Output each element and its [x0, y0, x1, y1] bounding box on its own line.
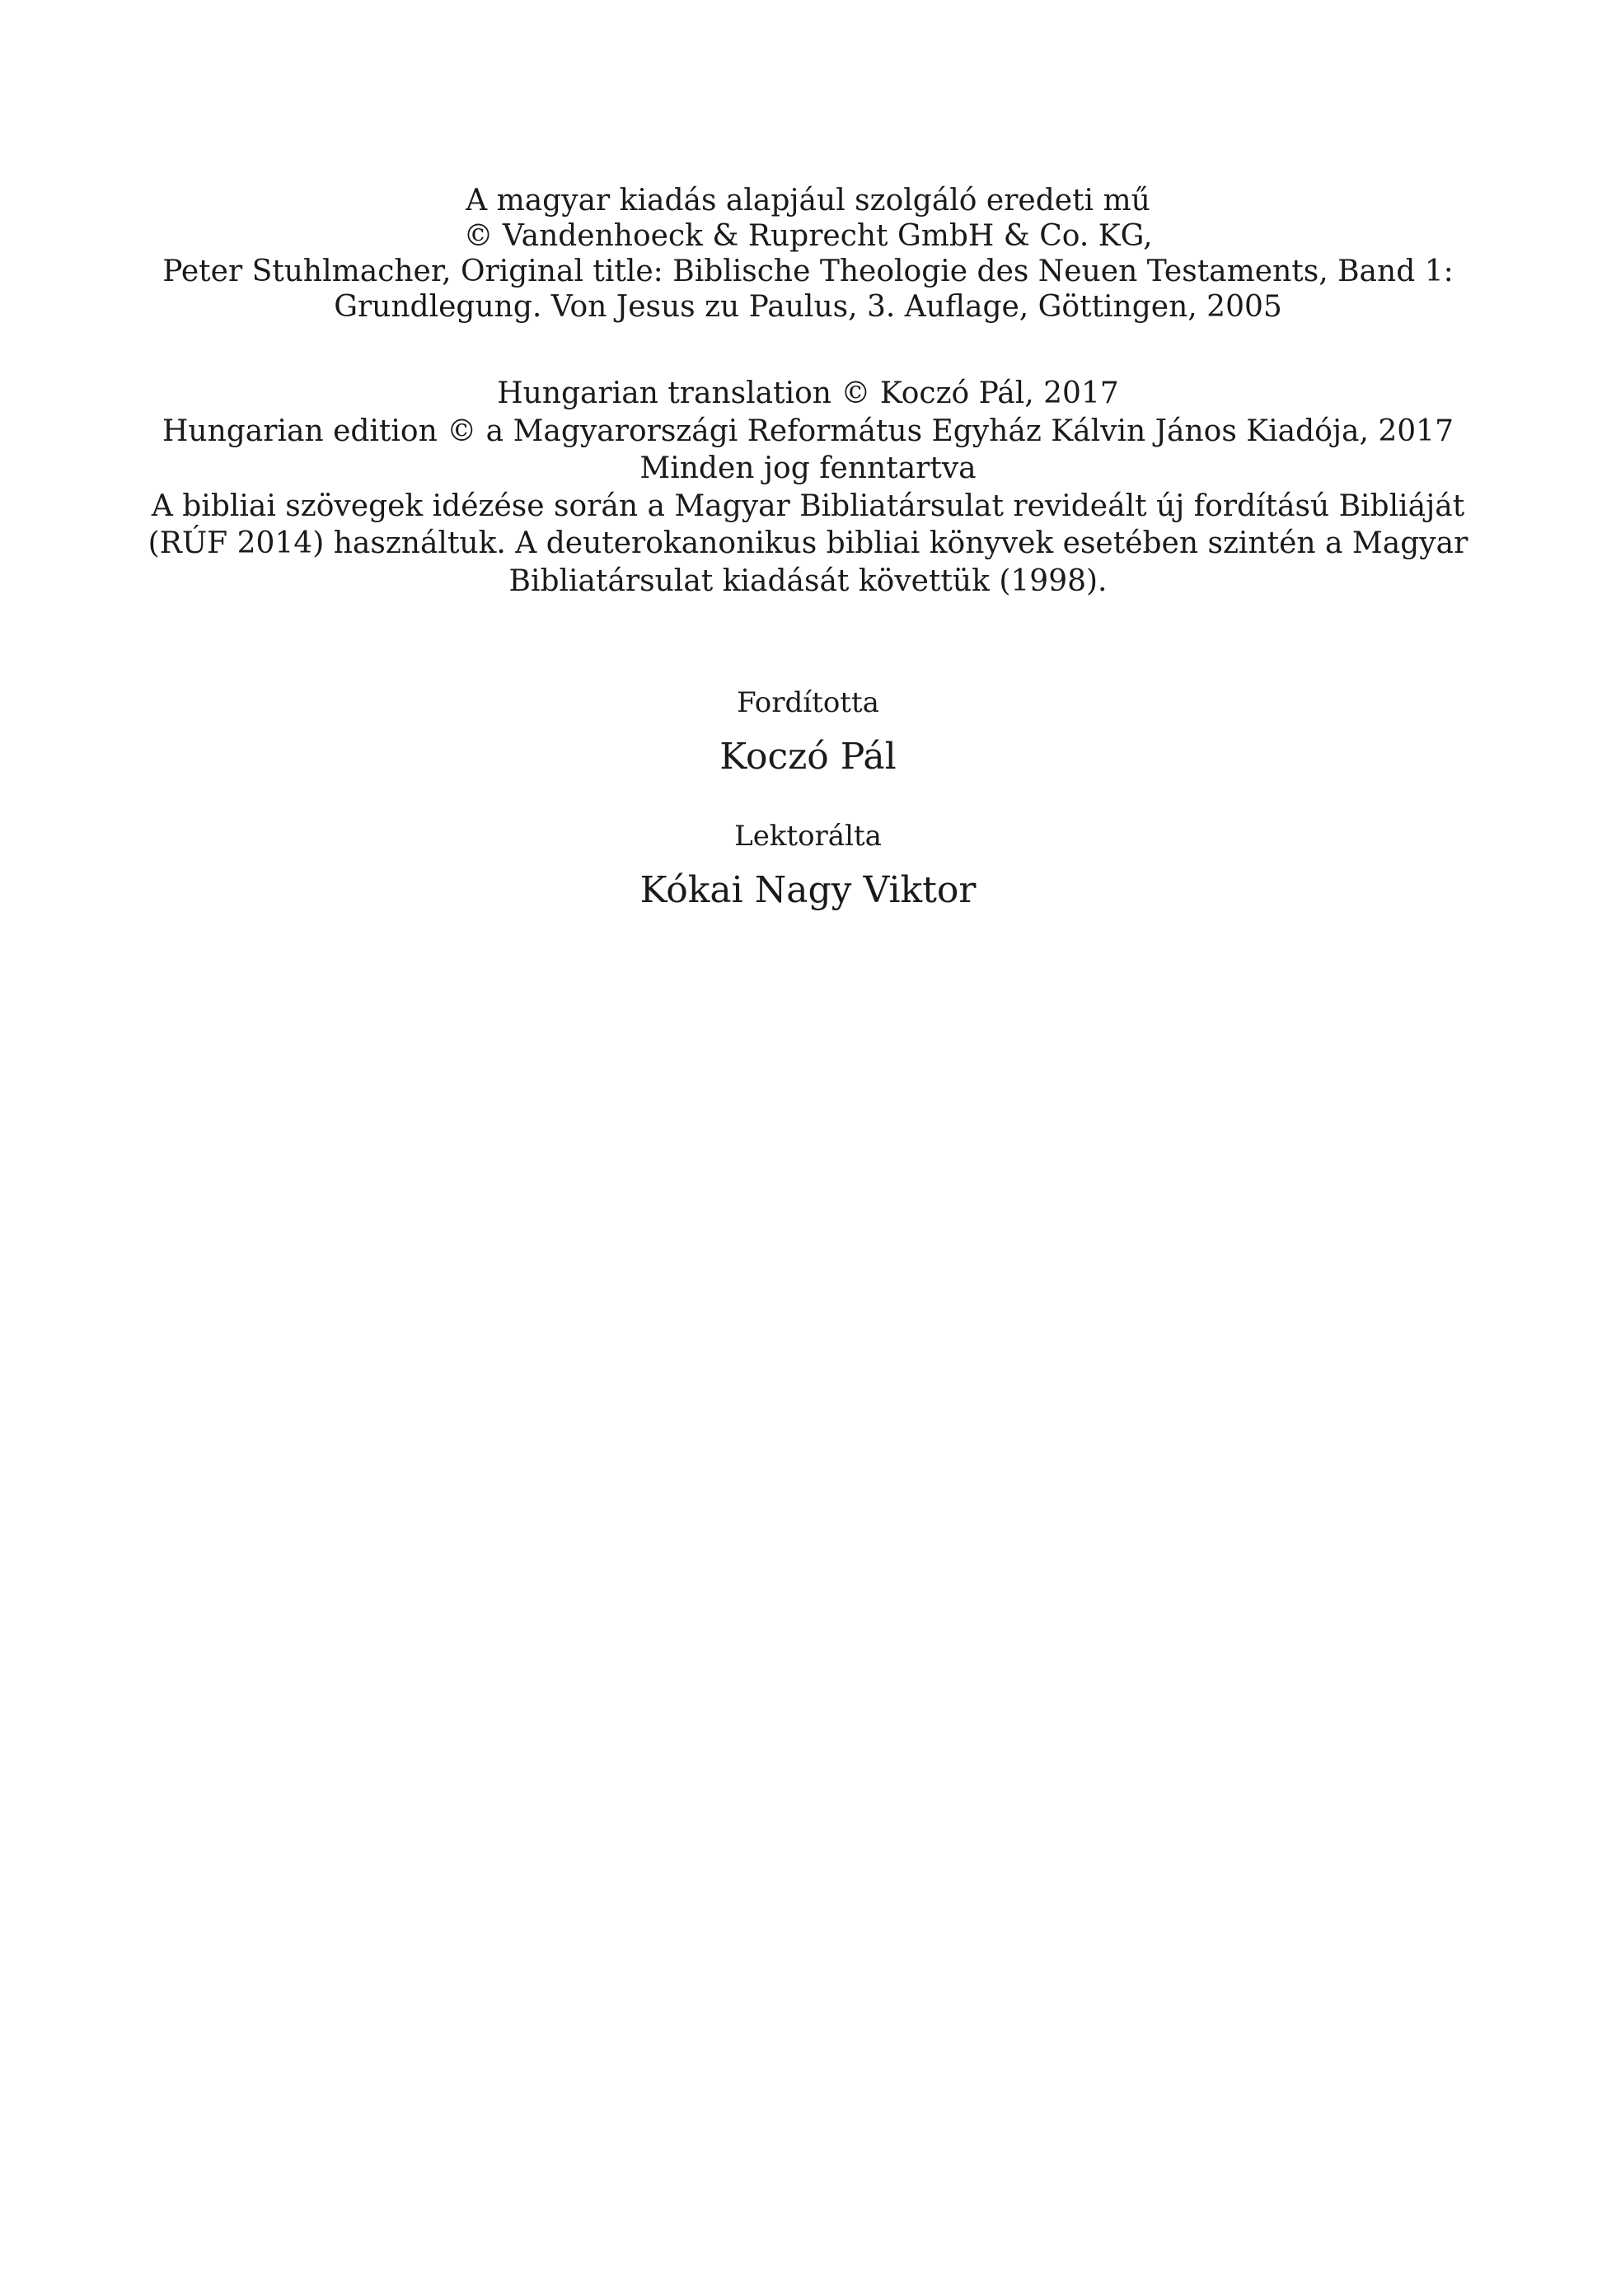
original-work-line: © Vandenhoeck & Ruprecht GmbH & Co. KG,	[463, 219, 1153, 253]
original-work-line: Peter Stuhlmacher, Original title: Biblische Theologie des Neuen Testaments, Band 1:	[162, 255, 1454, 288]
editor-name: Kókai Nagy Viktor	[639, 869, 977, 911]
hungarian-edition-notice	[0, 375, 1616, 600]
original-work-notice	[0, 183, 1616, 325]
edition-line: Bibliatársulat kiadását követtük (1998).	[508, 563, 1108, 598]
edition-line: (RÚF 2014) használtuk. A deuterokanonikus bibliai könyvek esetében szintén a Magyar	[148, 526, 1468, 560]
translated-by-label: Fordította	[737, 686, 879, 719]
original-work-line: A magyar kiadás alapjául szolgáló eredeti mű	[466, 184, 1150, 217]
edition-line: Hungarian edition © a Magyarországi Református Egyház Kálvin János Kiadója, 2017	[162, 414, 1454, 448]
edition-line: A bibliai szövegek idézése során a Magyar Bibliatársulat revideált új fordítású Bibliáját	[151, 489, 1465, 523]
translator-name: Koczó Pál	[719, 736, 897, 778]
edition-line: Minden jog fenntartva	[639, 451, 977, 485]
original-work-line: Grundlegung. Von Jesus zu Paulus, 3. Auflage, Göttingen, 2005	[334, 290, 1282, 324]
edited-by-label: Lektorálta	[734, 820, 882, 853]
edition-line: Hungarian translation © Koczó Pál, 2017	[497, 376, 1119, 410]
